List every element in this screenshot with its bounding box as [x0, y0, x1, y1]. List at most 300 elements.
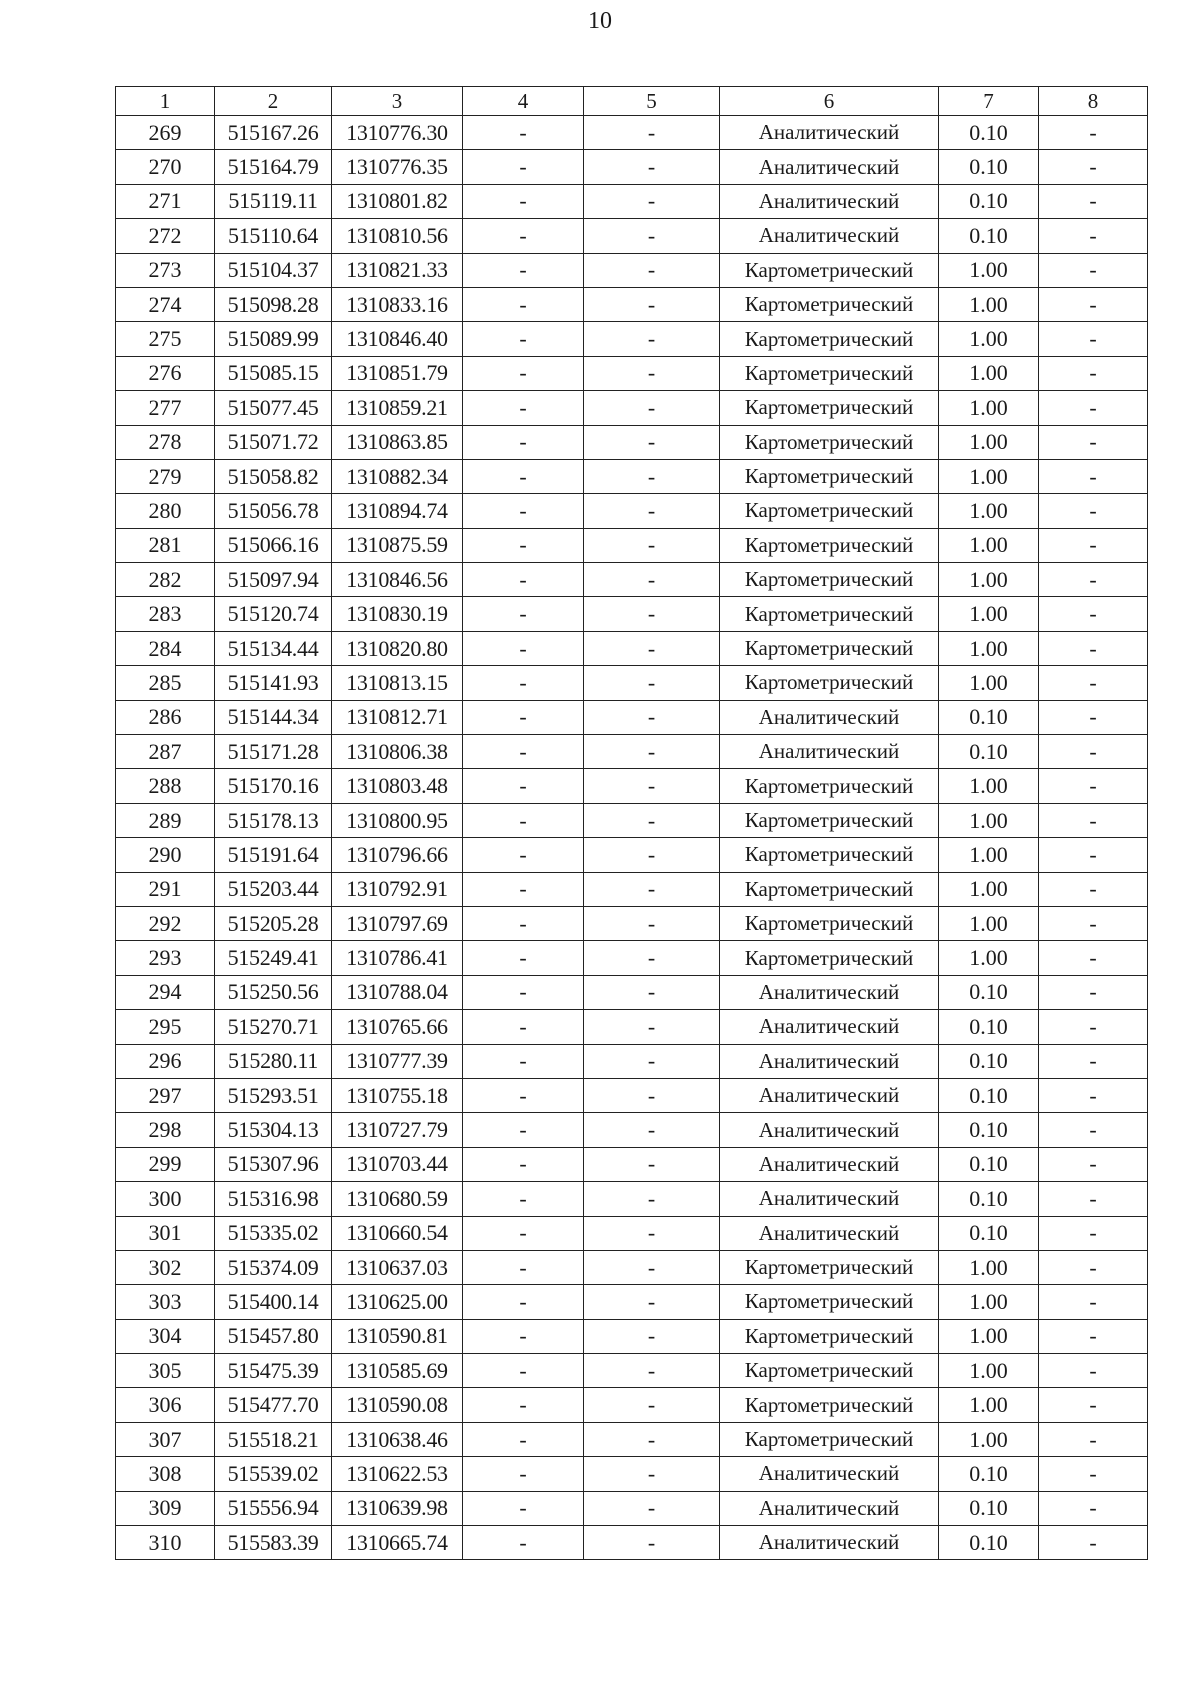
- table-row: [116, 494, 1148, 528]
- accuracy-cell: 1.00: [939, 322, 1039, 356]
- column-8-cell: -: [1039, 1250, 1148, 1284]
- point-number-cell: 269: [116, 116, 215, 150]
- table-row: [116, 700, 1148, 734]
- table-row: [116, 1182, 1148, 1216]
- column-5-cell: -: [584, 1388, 720, 1422]
- table-row: [116, 1526, 1148, 1560]
- column-4-cell: -: [463, 391, 584, 425]
- accuracy-cell: 0.10: [939, 700, 1039, 734]
- y-coordinate-cell: 1310810.56: [332, 219, 463, 253]
- column-5-cell: -: [584, 287, 720, 321]
- x-coordinate-cell: 515191.64: [215, 838, 332, 872]
- point-number-cell: 295: [116, 1010, 215, 1044]
- y-coordinate-cell: 1310727.79: [332, 1113, 463, 1147]
- method-cell: Аналитический: [720, 735, 939, 769]
- point-number-cell: 274: [116, 287, 215, 321]
- table-row: [116, 631, 1148, 665]
- table-row: [116, 150, 1148, 184]
- column-5-cell: -: [584, 1044, 720, 1078]
- method-cell: Картометрический: [720, 631, 939, 665]
- x-coordinate-cell: 515056.78: [215, 494, 332, 528]
- column-8-cell: -: [1039, 666, 1148, 700]
- point-number-cell: 294: [116, 975, 215, 1009]
- point-number-cell: 293: [116, 941, 215, 975]
- point-number-cell: 276: [116, 356, 215, 390]
- accuracy-cell: 1.00: [939, 253, 1039, 287]
- column-5-cell: -: [584, 391, 720, 425]
- point-number-cell: 309: [116, 1491, 215, 1525]
- method-cell: Картометрический: [720, 287, 939, 321]
- accuracy-cell: 1.00: [939, 1354, 1039, 1388]
- table-row: [116, 425, 1148, 459]
- point-number-cell: 270: [116, 150, 215, 184]
- column-8-cell: -: [1039, 391, 1148, 425]
- column-5-cell: -: [584, 838, 720, 872]
- table-row: [116, 459, 1148, 493]
- accuracy-cell: 1.00: [939, 872, 1039, 906]
- point-number-cell: 280: [116, 494, 215, 528]
- x-coordinate-cell: 515400.14: [215, 1285, 332, 1319]
- table-row: [116, 563, 1148, 597]
- y-coordinate-cell: 1310792.91: [332, 872, 463, 906]
- x-coordinate-cell: 515374.09: [215, 1250, 332, 1284]
- table-row: [116, 1044, 1148, 1078]
- point-number-cell: 283: [116, 597, 215, 631]
- y-coordinate-cell: 1310800.95: [332, 803, 463, 837]
- y-coordinate-cell: 1310777.39: [332, 1044, 463, 1078]
- accuracy-cell: 1.00: [939, 906, 1039, 940]
- point-number-cell: 275: [116, 322, 215, 356]
- column-5-cell: -: [584, 459, 720, 493]
- accuracy-cell: 1.00: [939, 1422, 1039, 1456]
- y-coordinate-cell: 1310585.69: [332, 1354, 463, 1388]
- column-8-cell: -: [1039, 528, 1148, 562]
- column-8-cell: -: [1039, 872, 1148, 906]
- y-coordinate-cell: 1310859.21: [332, 391, 463, 425]
- column-5-cell: -: [584, 1457, 720, 1491]
- x-coordinate-cell: 515141.93: [215, 666, 332, 700]
- column-8-cell: -: [1039, 494, 1148, 528]
- column-4-cell: -: [463, 735, 584, 769]
- column-8-cell: -: [1039, 1388, 1148, 1422]
- x-coordinate-cell: 515170.16: [215, 769, 332, 803]
- table-row: [116, 597, 1148, 631]
- method-cell: Картометрический: [720, 872, 939, 906]
- x-coordinate-cell: 515071.72: [215, 425, 332, 459]
- y-coordinate-cell: 1310830.19: [332, 597, 463, 631]
- accuracy-cell: 0.10: [939, 975, 1039, 1009]
- accuracy-cell: 1.00: [939, 838, 1039, 872]
- point-number-cell: 291: [116, 872, 215, 906]
- accuracy-cell: 1.00: [939, 356, 1039, 390]
- accuracy-cell: 0.10: [939, 150, 1039, 184]
- table-row: [116, 735, 1148, 769]
- table-row: [116, 116, 1148, 150]
- column-4-cell: -: [463, 1319, 584, 1353]
- accuracy-cell: 1.00: [939, 528, 1039, 562]
- table-row: [116, 1388, 1148, 1422]
- column-8-cell: -: [1039, 184, 1148, 218]
- y-coordinate-cell: 1310703.44: [332, 1147, 463, 1181]
- column-8-cell: -: [1039, 1422, 1148, 1456]
- y-coordinate-cell: 1310796.66: [332, 838, 463, 872]
- column-4-cell: -: [463, 1491, 584, 1525]
- table-row: [116, 1010, 1148, 1044]
- accuracy-cell: 1.00: [939, 391, 1039, 425]
- method-cell: Аналитический: [720, 1010, 939, 1044]
- method-cell: Картометрический: [720, 769, 939, 803]
- accuracy-cell: 0.10: [939, 1147, 1039, 1181]
- column-4-cell: -: [463, 253, 584, 287]
- method-cell: Аналитический: [720, 1078, 939, 1112]
- point-number-cell: 281: [116, 528, 215, 562]
- column-5-cell: -: [584, 528, 720, 562]
- method-cell: Картометрический: [720, 906, 939, 940]
- method-cell: Картометрический: [720, 459, 939, 493]
- method-cell: Картометрический: [720, 941, 939, 975]
- y-coordinate-cell: 1310665.74: [332, 1526, 463, 1560]
- point-number-cell: 285: [116, 666, 215, 700]
- method-cell: Картометрический: [720, 1319, 939, 1353]
- column-8-cell: -: [1039, 1354, 1148, 1388]
- point-number-cell: 292: [116, 906, 215, 940]
- accuracy-cell: 1.00: [939, 459, 1039, 493]
- method-cell: Картометрический: [720, 356, 939, 390]
- table-row: [116, 1354, 1148, 1388]
- method-cell: Картометрический: [720, 425, 939, 459]
- point-number-cell: 297: [116, 1078, 215, 1112]
- column-5-cell: -: [584, 1216, 720, 1250]
- column-4-cell: -: [463, 1526, 584, 1560]
- column-5-cell: -: [584, 1526, 720, 1560]
- y-coordinate-cell: 1310821.33: [332, 253, 463, 287]
- column-5-cell: -: [584, 1285, 720, 1319]
- column-5-cell: -: [584, 1422, 720, 1456]
- accuracy-cell: 0.10: [939, 735, 1039, 769]
- column-4-cell: -: [463, 1354, 584, 1388]
- column-4-cell: -: [463, 597, 584, 631]
- column-5-cell: -: [584, 322, 720, 356]
- point-number-cell: 287: [116, 735, 215, 769]
- point-number-cell: 303: [116, 1285, 215, 1319]
- table-row: [116, 1078, 1148, 1112]
- column-5-cell: -: [584, 906, 720, 940]
- accuracy-cell: 1.00: [939, 1388, 1039, 1422]
- table-row: [116, 1491, 1148, 1525]
- method-cell: Картометрический: [720, 1354, 939, 1388]
- table-row: [116, 1319, 1148, 1353]
- table-row: [116, 219, 1148, 253]
- column-8-cell: -: [1039, 803, 1148, 837]
- column-4-cell: -: [463, 322, 584, 356]
- x-coordinate-cell: 515205.28: [215, 906, 332, 940]
- y-coordinate-cell: 1310637.03: [332, 1250, 463, 1284]
- column-5-cell: -: [584, 666, 720, 700]
- column-header-1: 1: [116, 87, 215, 116]
- y-coordinate-cell: 1310863.85: [332, 425, 463, 459]
- accuracy-cell: 0.10: [939, 1113, 1039, 1147]
- accuracy-cell: 0.10: [939, 1044, 1039, 1078]
- y-coordinate-cell: 1310820.80: [332, 631, 463, 665]
- x-coordinate-cell: 515307.96: [215, 1147, 332, 1181]
- point-number-cell: 310: [116, 1526, 215, 1560]
- column-8-cell: -: [1039, 906, 1148, 940]
- column-5-cell: -: [584, 1354, 720, 1388]
- x-coordinate-cell: 515110.64: [215, 219, 332, 253]
- y-coordinate-cell: 1310851.79: [332, 356, 463, 390]
- column-header-7: 7: [939, 87, 1039, 116]
- column-5-cell: -: [584, 631, 720, 665]
- y-coordinate-cell: 1310680.59: [332, 1182, 463, 1216]
- column-4-cell: -: [463, 150, 584, 184]
- x-coordinate-cell: 515119.11: [215, 184, 332, 218]
- y-coordinate-cell: 1310813.15: [332, 666, 463, 700]
- table-row: [116, 1422, 1148, 1456]
- point-number-cell: 307: [116, 1422, 215, 1456]
- column-4-cell: -: [463, 1388, 584, 1422]
- y-coordinate-cell: 1310806.38: [332, 735, 463, 769]
- column-8-cell: -: [1039, 287, 1148, 321]
- table-row: [116, 872, 1148, 906]
- column-8-cell: -: [1039, 1491, 1148, 1525]
- point-number-cell: 288: [116, 769, 215, 803]
- point-number-cell: 290: [116, 838, 215, 872]
- accuracy-cell: 1.00: [939, 597, 1039, 631]
- method-cell: Картометрический: [720, 391, 939, 425]
- point-number-cell: 308: [116, 1457, 215, 1491]
- y-coordinate-cell: 1310765.66: [332, 1010, 463, 1044]
- table-row: [116, 838, 1148, 872]
- x-coordinate-cell: 515089.99: [215, 322, 332, 356]
- y-coordinate-cell: 1310590.81: [332, 1319, 463, 1353]
- y-coordinate-cell: 1310882.34: [332, 459, 463, 493]
- x-coordinate-cell: 515203.44: [215, 872, 332, 906]
- column-4-cell: -: [463, 906, 584, 940]
- point-number-cell: 272: [116, 219, 215, 253]
- table-row: [116, 184, 1148, 218]
- method-cell: Аналитический: [720, 1491, 939, 1525]
- column-4-cell: -: [463, 425, 584, 459]
- table-row: [116, 1216, 1148, 1250]
- column-4-cell: -: [463, 1285, 584, 1319]
- point-number-cell: 278: [116, 425, 215, 459]
- column-8-cell: -: [1039, 1285, 1148, 1319]
- column-4-cell: -: [463, 872, 584, 906]
- column-8-cell: -: [1039, 150, 1148, 184]
- y-coordinate-cell: 1310622.53: [332, 1457, 463, 1491]
- column-5-cell: -: [584, 253, 720, 287]
- accuracy-cell: 1.00: [939, 494, 1039, 528]
- point-number-cell: 279: [116, 459, 215, 493]
- accuracy-cell: 0.10: [939, 1010, 1039, 1044]
- method-cell: Аналитический: [720, 1216, 939, 1250]
- column-4-cell: -: [463, 700, 584, 734]
- column-8-cell: -: [1039, 563, 1148, 597]
- accuracy-cell: 0.10: [939, 116, 1039, 150]
- accuracy-cell: 0.10: [939, 184, 1039, 218]
- column-4-cell: -: [463, 219, 584, 253]
- y-coordinate-cell: 1310788.04: [332, 975, 463, 1009]
- accuracy-cell: 1.00: [939, 803, 1039, 837]
- column-8-cell: -: [1039, 1457, 1148, 1491]
- column-header-3: 3: [332, 87, 463, 116]
- column-5-cell: -: [584, 700, 720, 734]
- column-8-cell: -: [1039, 1113, 1148, 1147]
- point-number-cell: 298: [116, 1113, 215, 1147]
- method-cell: Аналитический: [720, 1147, 939, 1181]
- method-cell: Картометрический: [720, 322, 939, 356]
- x-coordinate-cell: 515335.02: [215, 1216, 332, 1250]
- method-cell: Аналитический: [720, 975, 939, 1009]
- column-4-cell: -: [463, 184, 584, 218]
- column-8-cell: -: [1039, 1078, 1148, 1112]
- column-8-cell: -: [1039, 1216, 1148, 1250]
- column-5-cell: -: [584, 1147, 720, 1181]
- accuracy-cell: 0.10: [939, 1182, 1039, 1216]
- x-coordinate-cell: 515178.13: [215, 803, 332, 837]
- column-4-cell: -: [463, 838, 584, 872]
- method-cell: Картометрический: [720, 597, 939, 631]
- method-cell: Аналитический: [720, 1526, 939, 1560]
- method-cell: Картометрический: [720, 1388, 939, 1422]
- x-coordinate-cell: 515518.21: [215, 1422, 332, 1456]
- accuracy-cell: 1.00: [939, 941, 1039, 975]
- column-5-cell: -: [584, 1250, 720, 1284]
- y-coordinate-cell: 1310801.82: [332, 184, 463, 218]
- column-8-cell: -: [1039, 597, 1148, 631]
- table-row: [116, 666, 1148, 700]
- column-5-cell: -: [584, 1078, 720, 1112]
- y-coordinate-cell: 1310660.54: [332, 1216, 463, 1250]
- x-coordinate-cell: 515167.26: [215, 116, 332, 150]
- column-5-cell: -: [584, 803, 720, 837]
- table-body: [116, 116, 1148, 1560]
- point-number-cell: 273: [116, 253, 215, 287]
- table-row: [116, 906, 1148, 940]
- y-coordinate-cell: 1310833.16: [332, 287, 463, 321]
- column-8-cell: -: [1039, 700, 1148, 734]
- y-coordinate-cell: 1310875.59: [332, 528, 463, 562]
- point-number-cell: 306: [116, 1388, 215, 1422]
- column-header-8: 8: [1039, 87, 1148, 116]
- method-cell: Аналитический: [720, 184, 939, 218]
- table-row: [116, 1250, 1148, 1284]
- column-8-cell: -: [1039, 1319, 1148, 1353]
- column-4-cell: -: [463, 1010, 584, 1044]
- point-number-cell: 299: [116, 1147, 215, 1181]
- column-4-cell: -: [463, 769, 584, 803]
- x-coordinate-cell: 515058.82: [215, 459, 332, 493]
- column-8-cell: -: [1039, 838, 1148, 872]
- column-4-cell: -: [463, 803, 584, 837]
- method-cell: Картометрический: [720, 666, 939, 700]
- y-coordinate-cell: 1310590.08: [332, 1388, 463, 1422]
- x-coordinate-cell: 515250.56: [215, 975, 332, 1009]
- column-5-cell: -: [584, 1319, 720, 1353]
- table-row: [116, 1457, 1148, 1491]
- x-coordinate-cell: 515249.41: [215, 941, 332, 975]
- y-coordinate-cell: 1310776.35: [332, 150, 463, 184]
- column-8-cell: -: [1039, 459, 1148, 493]
- column-4-cell: -: [463, 459, 584, 493]
- table-row: [116, 803, 1148, 837]
- y-coordinate-cell: 1310786.41: [332, 941, 463, 975]
- method-cell: Аналитический: [720, 116, 939, 150]
- point-number-cell: 286: [116, 700, 215, 734]
- table-row: [116, 322, 1148, 356]
- method-cell: Картометрический: [720, 494, 939, 528]
- method-cell: Картометрический: [720, 1422, 939, 1456]
- x-coordinate-cell: 515304.13: [215, 1113, 332, 1147]
- table-row: [116, 769, 1148, 803]
- accuracy-cell: 1.00: [939, 1285, 1039, 1319]
- point-number-cell: 305: [116, 1354, 215, 1388]
- x-coordinate-cell: 515144.34: [215, 700, 332, 734]
- accuracy-cell: 1.00: [939, 1250, 1039, 1284]
- column-4-cell: -: [463, 356, 584, 390]
- column-4-cell: -: [463, 1457, 584, 1491]
- y-coordinate-cell: 1310846.40: [332, 322, 463, 356]
- column-4-cell: -: [463, 1250, 584, 1284]
- coordinates-table: [115, 86, 1148, 1560]
- x-coordinate-cell: 515475.39: [215, 1354, 332, 1388]
- column-4-cell: -: [463, 1147, 584, 1181]
- point-number-cell: 296: [116, 1044, 215, 1078]
- method-cell: Картометрический: [720, 1250, 939, 1284]
- y-coordinate-cell: 1310639.98: [332, 1491, 463, 1525]
- x-coordinate-cell: 515556.94: [215, 1491, 332, 1525]
- column-8-cell: -: [1039, 1182, 1148, 1216]
- point-number-cell: 289: [116, 803, 215, 837]
- column-4-cell: -: [463, 941, 584, 975]
- point-number-cell: 304: [116, 1319, 215, 1353]
- x-coordinate-cell: 515104.37: [215, 253, 332, 287]
- accuracy-cell: 0.10: [939, 1526, 1039, 1560]
- column-4-cell: -: [463, 1422, 584, 1456]
- table-row: [116, 1285, 1148, 1319]
- x-coordinate-cell: 515293.51: [215, 1078, 332, 1112]
- column-8-cell: -: [1039, 253, 1148, 287]
- y-coordinate-cell: 1310846.56: [332, 563, 463, 597]
- column-5-cell: -: [584, 975, 720, 1009]
- x-coordinate-cell: 515097.94: [215, 563, 332, 597]
- accuracy-cell: 0.10: [939, 1457, 1039, 1491]
- x-coordinate-cell: 515085.15: [215, 356, 332, 390]
- column-header-4: 4: [463, 87, 584, 116]
- method-cell: Картометрический: [720, 803, 939, 837]
- y-coordinate-cell: 1310803.48: [332, 769, 463, 803]
- column-5-cell: -: [584, 356, 720, 390]
- x-coordinate-cell: 515120.74: [215, 597, 332, 631]
- column-4-cell: -: [463, 1113, 584, 1147]
- method-cell: Картометрический: [720, 838, 939, 872]
- table-row: [116, 253, 1148, 287]
- x-coordinate-cell: 515280.11: [215, 1044, 332, 1078]
- column-5-cell: -: [584, 494, 720, 528]
- accuracy-cell: 0.10: [939, 1216, 1039, 1250]
- method-cell: Аналитический: [720, 1113, 939, 1147]
- point-number-cell: 284: [116, 631, 215, 665]
- column-header-6: 6: [720, 87, 939, 116]
- column-4-cell: -: [463, 528, 584, 562]
- page-number: 10: [588, 8, 612, 34]
- method-cell: Картометрический: [720, 253, 939, 287]
- x-coordinate-cell: 515077.45: [215, 391, 332, 425]
- method-cell: Картометрический: [720, 528, 939, 562]
- column-8-cell: -: [1039, 975, 1148, 1009]
- x-coordinate-cell: 515171.28: [215, 735, 332, 769]
- accuracy-cell: 1.00: [939, 769, 1039, 803]
